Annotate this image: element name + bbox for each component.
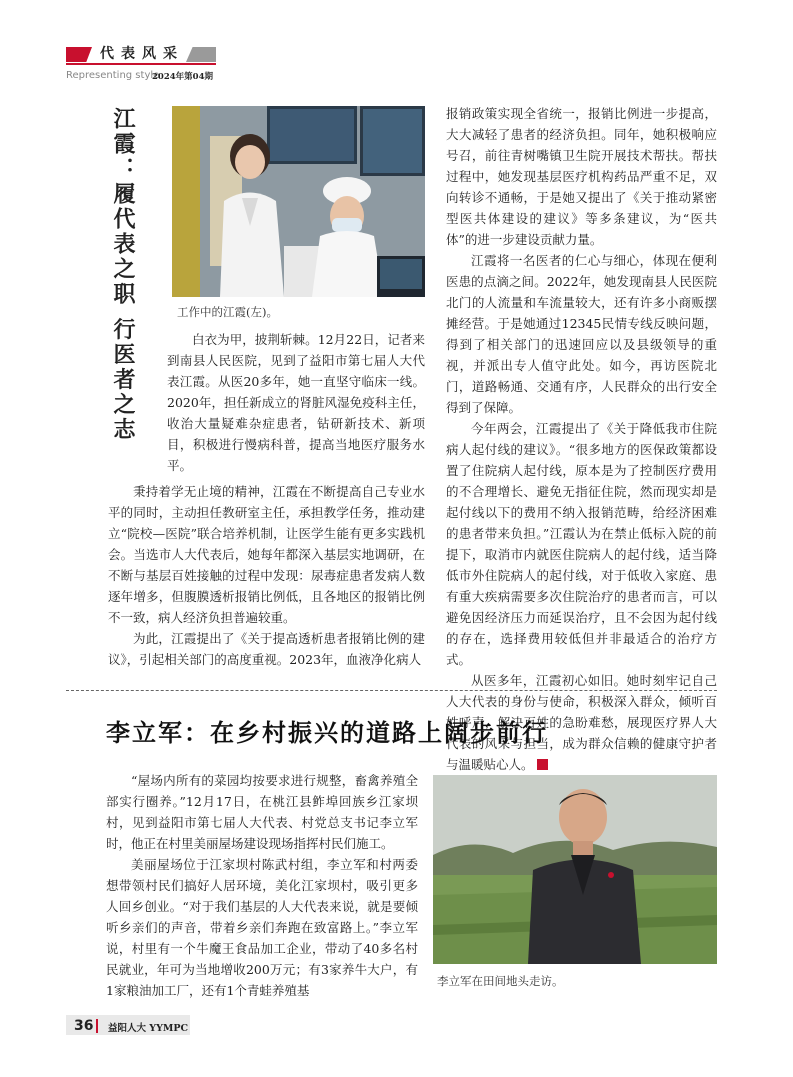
article1-caption: 工作中的江霞(左)。 bbox=[177, 305, 278, 319]
header-red-tab bbox=[66, 47, 92, 62]
paragraph: 美丽屋场位于江家坝村陈武村组，李立军和村两委想带领村民们搞好人居环境，美化江家坝村，吸引更多人回乡创业。“对于我们基层的人大代表来说，就是要倾听乡亲们的声音，带着乡亲们奔跑在致富路上。”李立军说，村里有一个牛魔王食品加工企业，带动了40多名村民就业，年可为当地增收200万元；有3家养牛大户，有1家粮油加工厂，还有1个青蛙养殖基 bbox=[106, 857, 418, 998]
article1-photo bbox=[172, 106, 425, 297]
paragraph: 白衣为甲，披荆斩棘。12月22日，记者来到南县人民医院，见到了益阳市第七届人大代表江霞。从医20多年，她一直坚守临床一线。2020年，担任新成立的肾脏风湿免疫科主任，收治大量疑难杂症患者，钻研新技术、新项目，积极进行慢病科普，提高当地医疗服务水平。 bbox=[167, 332, 425, 473]
magazine-name: 益阳人大 YYMPC bbox=[108, 1023, 189, 1034]
article2-title: 李立军：在乡村振兴的道路上阔步前行 bbox=[106, 719, 548, 747]
paragraph: 今年两会，江霞提出了《关于降低我市住院病人起付线的建议》。“很多地方的医保政策都设置了住院病人起付线，原本是为了控制医疗费用的不合理增长、避免无指征住院，然而现实却是起付线以下的费用不纳入报销范畴，给经济困难的患者带来负担。”江霞认为在禁止低标入院的前提下，取消市内就医住院病人的起付线，适当降低市外住院病人的起付线，对于低收入家庭、患有重大疾病需要多次住院治疗的患者而言，可以避免因经济压力而延误治疗，且不会因为起付线的存在，选择费用较低但并非最适合的治疗方式。 bbox=[446, 421, 717, 667]
article1-col1-top bbox=[167, 329, 425, 476]
end-mark-icon bbox=[537, 759, 548, 770]
article1-col2 bbox=[446, 103, 717, 775]
article2-photo bbox=[433, 775, 717, 964]
article2-caption: 李立军在田间地头走访。 bbox=[437, 974, 564, 988]
paragraph: 报销政策实现全省统一，报销比例进一步提高，大大减轻了患者的经济负担。同年，她积极响应号召，前往青树嘴镇卫生院开展技术帮扶。帮扶过程中，她发现基层医疗机构药品严重不足，双向转诊不通畅，于是她又提出了《关于推动紧密型医共体建设的建议》等多条建议，为“医共体”的进一步建设贡献力量。 bbox=[446, 106, 717, 247]
section-divider bbox=[66, 690, 717, 691]
hospital-scene-image bbox=[172, 106, 425, 297]
field-portrait-image bbox=[433, 775, 717, 964]
article2-body bbox=[106, 770, 418, 1001]
paragraph: 为此，江霞提出了《关于提高透析患者报销比例的建议》，引起相关部门的高度重视。2023年，血液净化病人 bbox=[108, 631, 425, 667]
page-number: 36 bbox=[74, 1018, 94, 1034]
paragraph-text: 从医多年，江霞初心如旧。她时刻牢记自己人大代表的身份与使命，积极深入群众，倾听百姓呼声，解决百姓的急盼难愁，展现医疗界人大代表的风采与担当，成为群众信赖的健康守护者与温暖贴心人。 bbox=[446, 673, 717, 772]
article1-title: 江霞：履代表之职 行医者之志 bbox=[110, 107, 136, 443]
section-english: Representing style bbox=[66, 70, 160, 81]
paragraph: 秉持着学无止境的精神，江霞在不断提高自己专业水平的同时，主动担任教研室主任，承担教学任务，推动建立“院校—医院”联合培养机制，让医学生能有更多实践机会。当选市人大代表后，她每年都深入基层实地调研，在不断与基层百姓接触的过程中发现：尿毒症患者发病人数逐年增多，但腹膜透析报销比例低，且各地区的报销比例不一致，病人经济负担普遍较重。 bbox=[108, 484, 425, 625]
footer-red-bar bbox=[96, 1019, 98, 1033]
article1-col1-bottom bbox=[108, 481, 425, 670]
issue-label: 2024年第04期 bbox=[152, 72, 213, 82]
paragraph: “屋场内所有的菜园均按要求进行规整，畜禽养殖全部实行圈养。”12月17日，在桃江县鲊埠回族乡江家坝村，见到益阳市第七届人大代表、村党总支书记李立军时，他正在村里美丽屋场建设现场指挥村民们施工。 bbox=[106, 773, 418, 851]
paragraph: 江霞将一名医者的仁心与细心，体现在便利医患的点滴之间。2022年，她发现南县人民医院北门的人流量和车流量较大，还有许多小商贩摆摊经营。于是她通过12345民情专线反映问题，得到了相关部门的迅速回应以及县级领导的重视，并派出专人值守此处。如今，再访医院北门，道路畅通、交通有序，人民群众的出行安全得到了保障。 bbox=[446, 253, 717, 415]
header-gray-tab bbox=[186, 47, 216, 62]
section-title: 代表风采 bbox=[100, 46, 184, 62]
header-rule bbox=[66, 63, 216, 65]
